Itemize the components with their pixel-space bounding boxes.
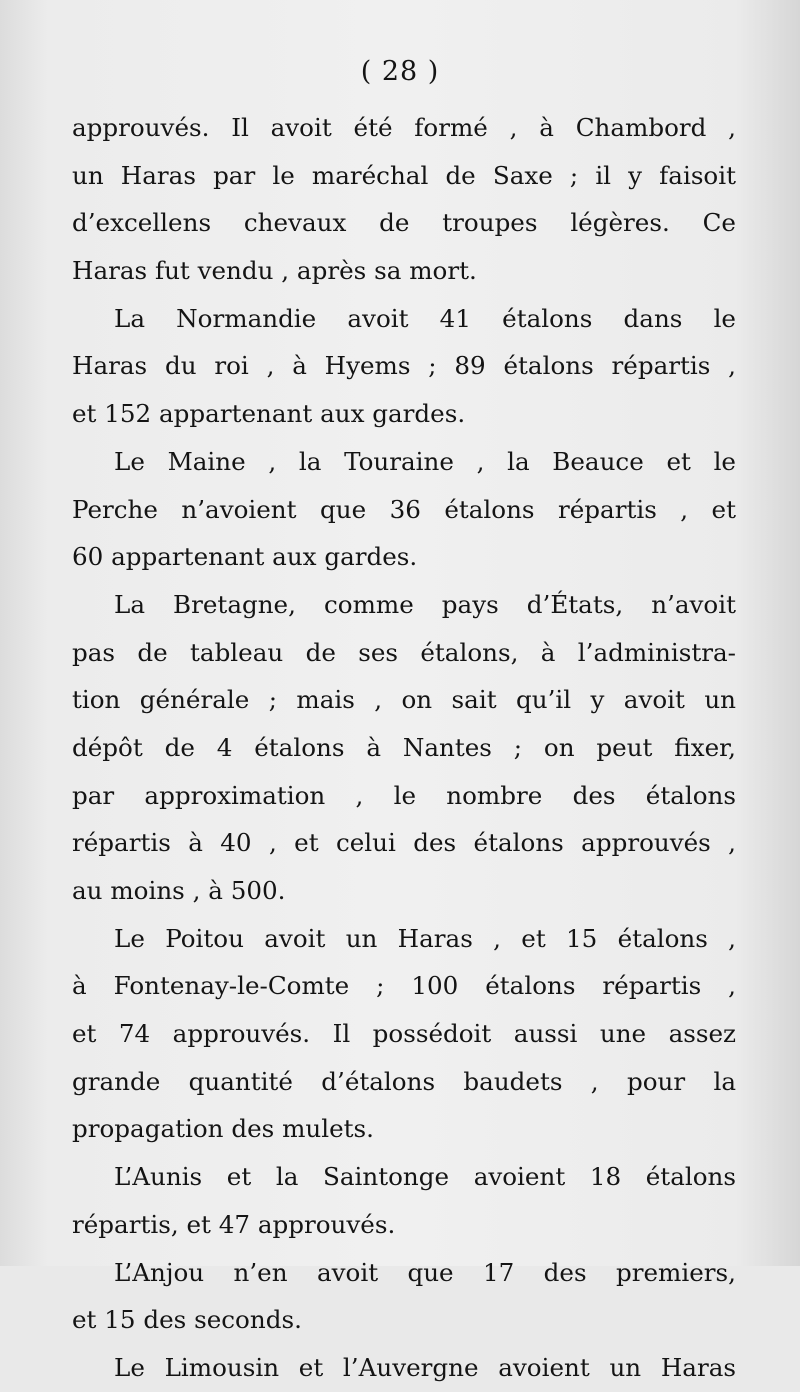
text-line: et 152 appartenant aux gardes. [72,399,466,429]
text-line: approuvés. Il avoit été formé , à Chambord , [72,113,736,142]
page-text [72,104,736,1392]
text-line: L’Aunis et la Saintonge avoient 18 étalons [114,1162,736,1192]
text-line: à Fontenay-le-Comte ; 100 étalons répartis , [72,971,736,1001]
page-number: ( 28 ) [360,56,440,87]
text-line: et 15 des seconds. [72,1305,302,1335]
text-line: Haras du roi , à Hyems ; 89 étalons répartis , [72,351,736,381]
text-line: La Bretagne, comme pays d’États, n’avoit [114,589,736,619]
text-line: un Haras par le maréchal de Saxe ; il y faisoit [72,160,736,190]
text-line: L’Anjou n’en avoit que 17 des premiers, [114,1257,736,1287]
text-line: tion générale ; mais , on sait qu’il y avoit un [72,685,736,715]
text-line: Haras fut vendu , après sa mort. [72,256,477,286]
text-line: Le Maine , la Touraine , la Beauce et le [114,446,736,476]
text-line: dépôt de 4 étalons à Nantes ; on peut fixer, [72,732,736,762]
text-line: et 74 approuvés. Il possédoit aussi une assez [72,1019,736,1049]
text-line: répartis, et 47 approuvés. [72,1209,396,1239]
text-line: d’excellens chevaux de troupes légères. Ce [72,208,736,238]
text-line: par approximation , le nombre des étalons [72,780,736,810]
text-line: La Normandie avoit 41 étalons dans le [114,303,736,333]
text-line: répartis à 40 , et celui des étalons approuvés , [72,828,736,858]
text-line: Le Limousin et l’Auvergne avoient un Haras [114,1352,736,1382]
text-line: propagation des mulets. [72,1114,374,1144]
text-line: pas de tableau de ses étalons, à l’administra- [72,637,736,667]
text-line: Le Poitou avoit un Haras , et 15 étalons , [114,923,736,953]
text-line: 60 appartenant aux gardes. [72,542,418,572]
text-line: grande quantité d’étalons baudets , pour la [72,1066,736,1096]
text-line: au moins , à 500. [72,876,286,905]
text-line: Perche n’avoient que 36 étalons répartis , et [72,494,736,524]
